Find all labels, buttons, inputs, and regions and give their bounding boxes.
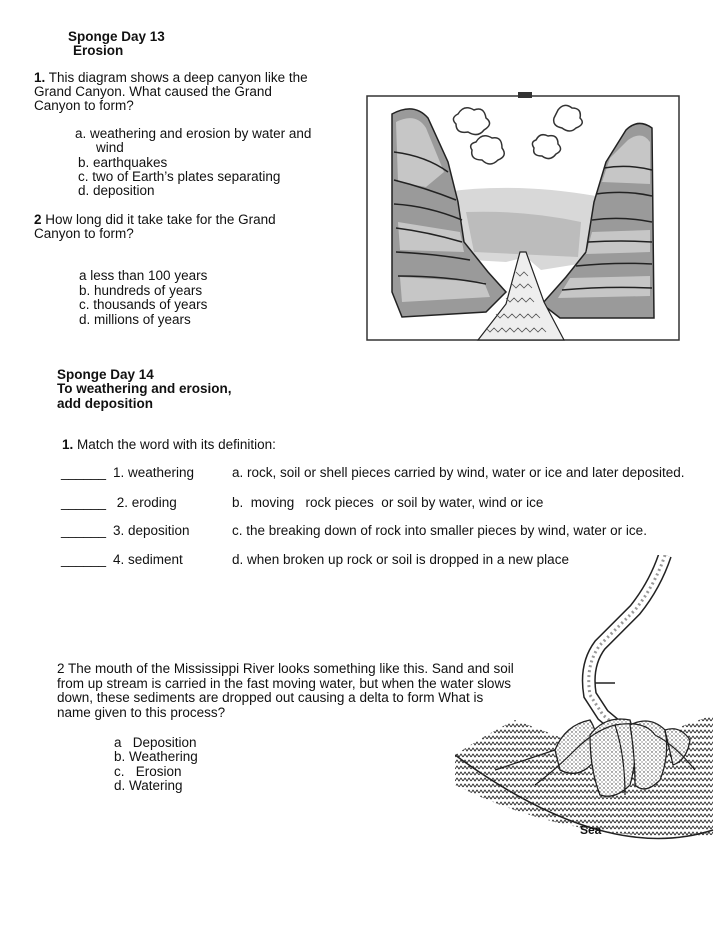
question-text-line: Grand Canyon. What caused the Grand [34,84,272,99]
answer-option: d. deposition [78,183,155,198]
day13-title: Sponge Day 13 [68,29,165,44]
answer-blank[interactable]: ______ [61,552,107,567]
answer-option: c. Erosion [114,764,182,779]
answer-option: b. hundreds of years [79,283,203,298]
question-text-line: This diagram shows a deep canyon like the [48,70,308,85]
matching-definition: b. moving rock pieces or soil by water, wind or ice [232,495,544,510]
question-text-line: name given to this process? [57,705,226,720]
question-text-line: 2 The mouth of the Mississippi River looks something like this. Sand and soil [57,661,514,676]
delta-diagram [455,555,717,855]
answer-option: a less than 100 years [79,268,208,283]
question-number: 1. [62,437,74,452]
answer-option-continuation: wind [96,140,124,155]
question-text-line: from up stream is carried in the fast moving water, but when the water slows [57,676,511,691]
matching-term: 3. deposition [113,523,190,538]
day14-title-line-2: To weathering and erosion, [57,381,232,396]
matching-term: 2. eroding [113,495,177,510]
answer-option: d. Watering [114,778,183,793]
answer-option: b. earthquakes [78,155,168,170]
answer-option: b. Weathering [114,749,198,764]
matching-term: 4. sediment [113,552,183,567]
answer-option: a Deposition [114,735,197,750]
question-text-line: down, these sediments are dropped out causing a delta to form What is [57,690,484,705]
answer-blank[interactable]: ______ [61,465,107,480]
matching-definition: a. rock, soil or shell pieces carried by wind, water or ice and later deposited. [232,465,685,480]
question-text-line: Canyon to form? [34,98,134,113]
canyon-diagram [366,92,680,342]
answer-option: d. millions of years [79,312,191,327]
day14-title-line-3: add deposition [57,396,153,411]
day13-subtitle: Erosion [73,43,124,58]
matching-definition: c. the breaking down of rock into smaller pieces by wind, water or ice. [232,523,647,538]
matching-prompt [62,437,276,452]
matching-term: 1. weathering [113,465,195,480]
question-number: 1. [34,70,46,85]
answer-option: c. thousands of years [79,297,208,312]
day14-title-line-1: Sponge Day 14 [57,367,154,382]
question-text-line: Canyon to form? [34,226,134,241]
question-number: 2 [34,212,42,227]
sea-label: Sea [580,823,602,837]
question-text-line: How long did it take take for the Grand [45,212,276,227]
question-text: Match the word with its definition: [77,437,276,452]
answer-option: c. two of Earth’s plates separating [78,169,281,184]
matching-definition: d. when broken up rock or soil is dropped in a new place [232,552,569,567]
answer-blank[interactable]: ______ [61,495,107,510]
answer-blank[interactable]: ______ [61,523,107,538]
answer-option: a. weathering and erosion by water and [75,126,312,141]
